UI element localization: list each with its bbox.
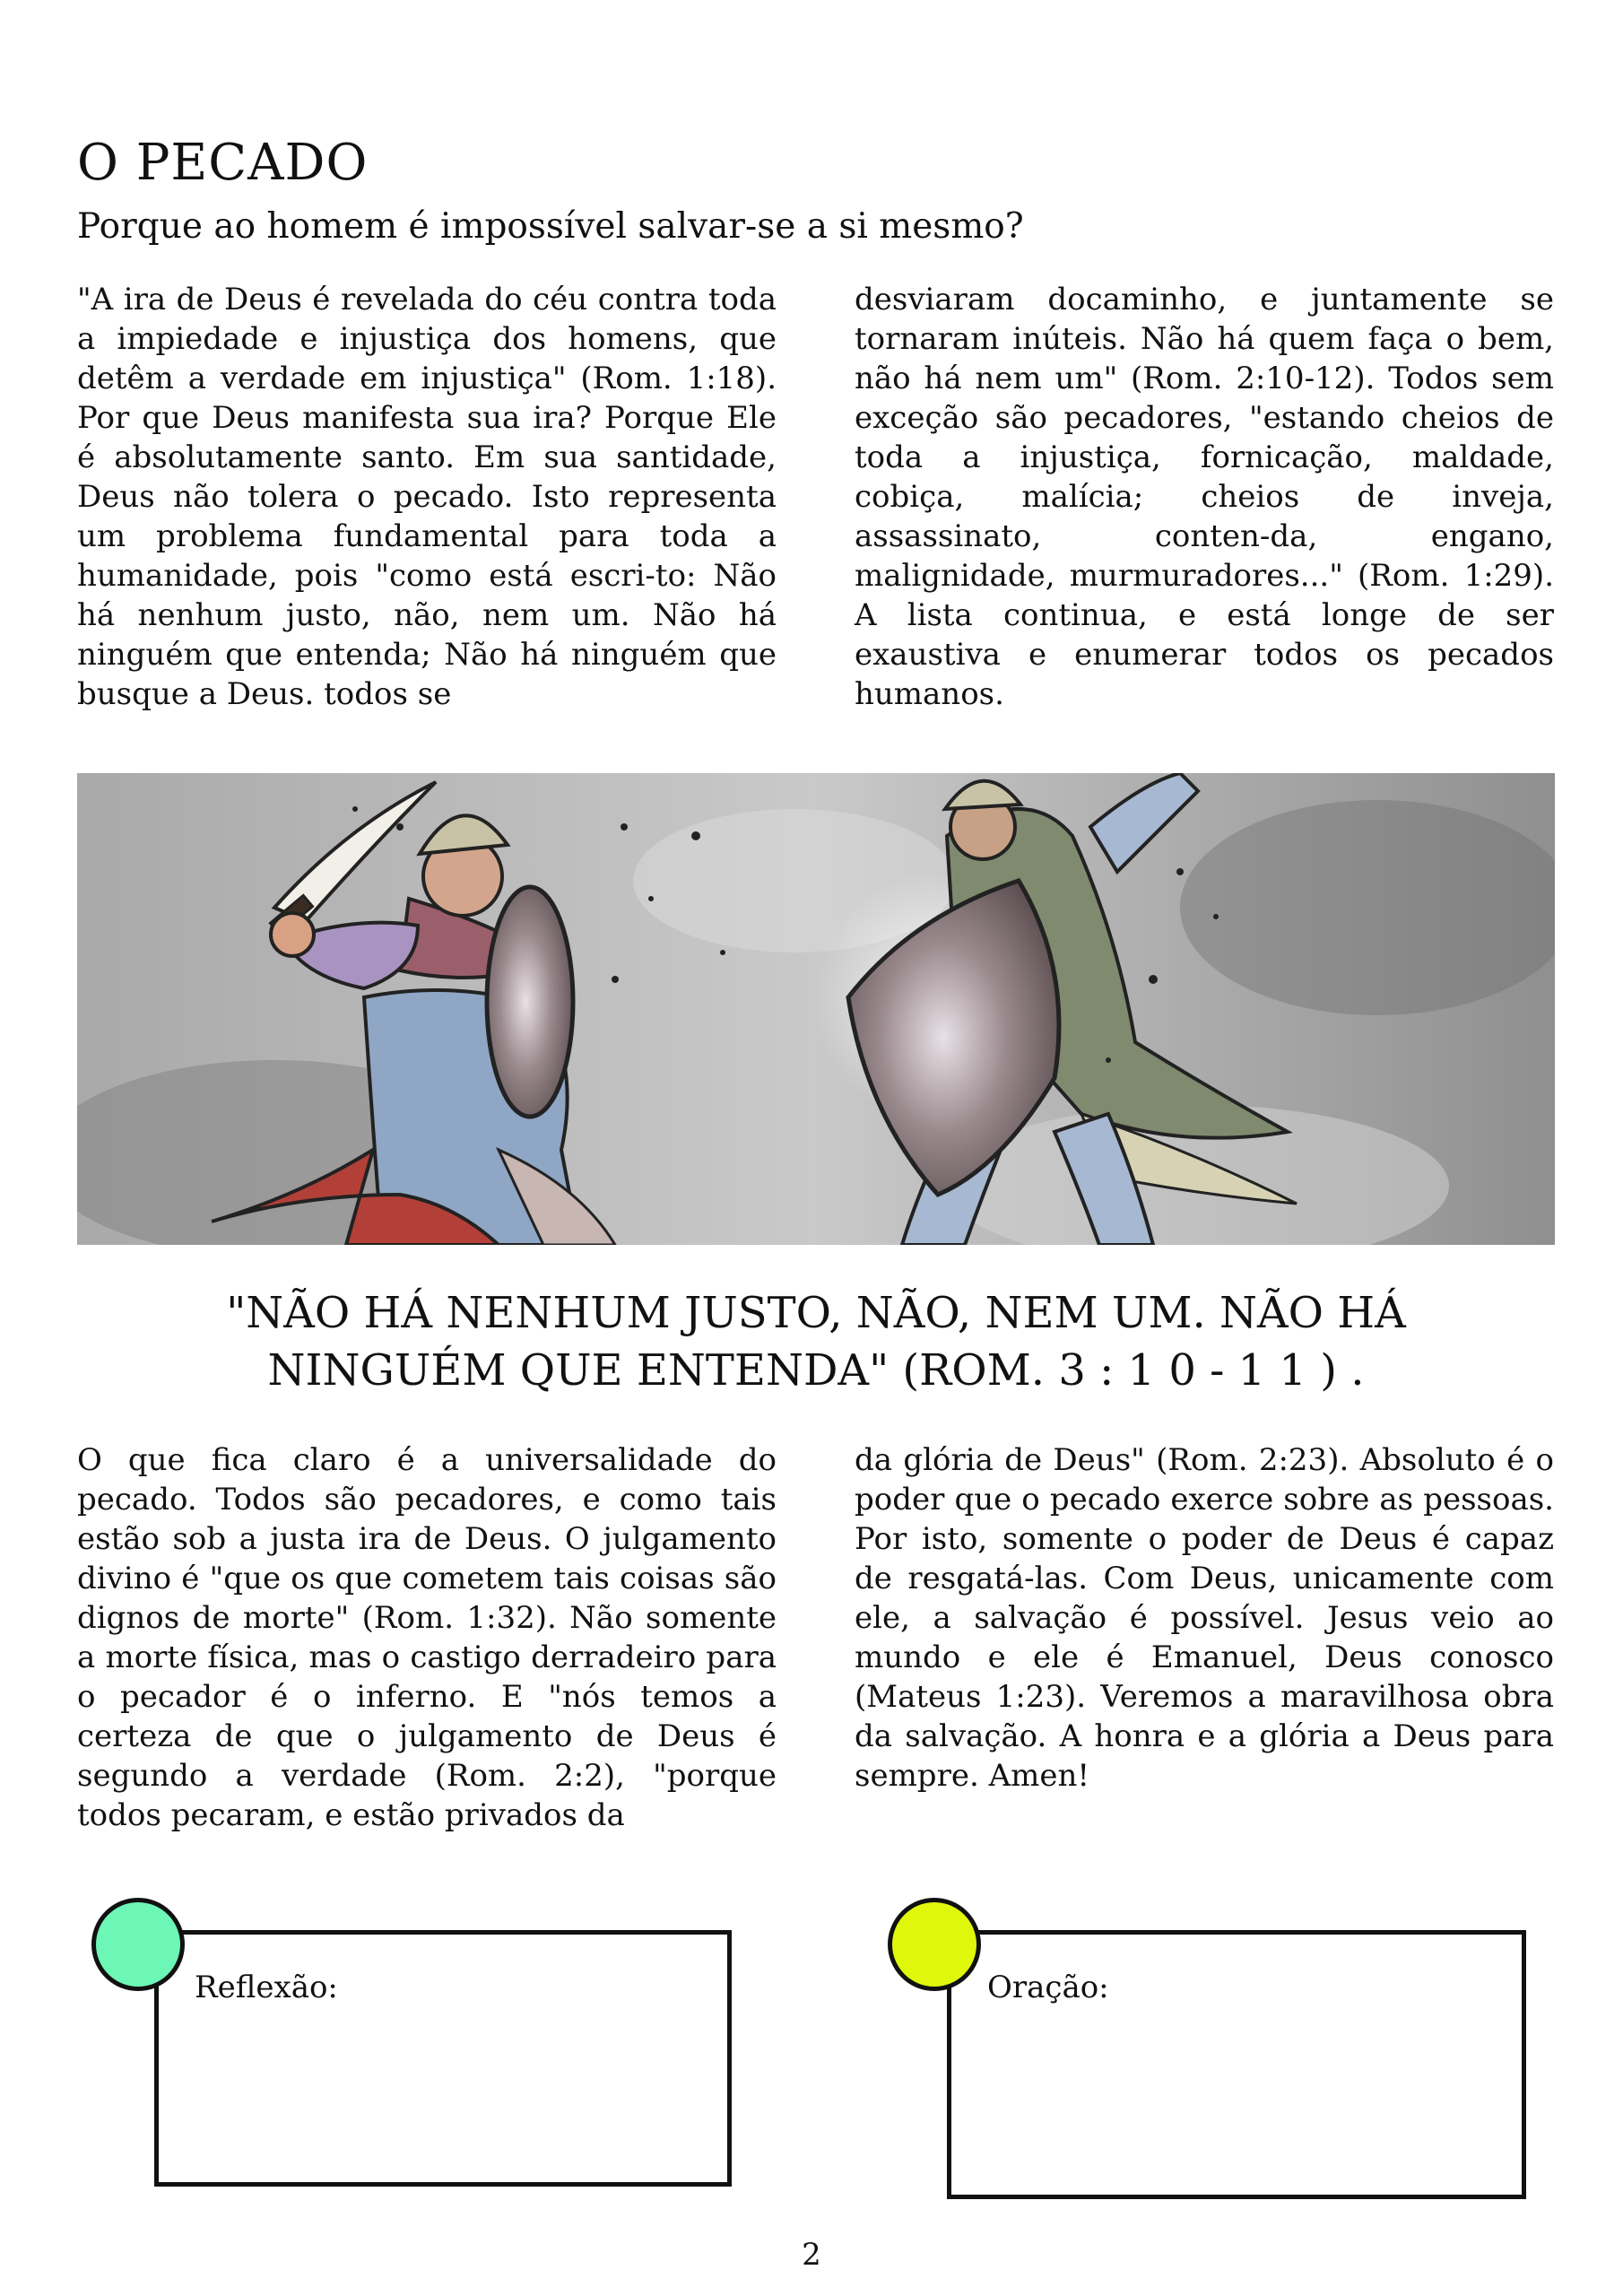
battle-illustration <box>77 773 1555 1245</box>
intro-paragraph-right: desviaram docaminho, e juntamente se tornaram inúteis. Não há quem faça o bem, não há nem um" (Rom. 2:10-12). Todos sem exceção são pecadores, "estando cheios de toda a injustiça, fornicação, maldade, cobiça, malícia; cheios de inveja, assassinato, conten-da, engano, malignidade, murmuradores..." (Rom. 1:29). A lista continua, e está longe de ser exaustiva e enumerar todos os pecados humanos. <box>855 282 1554 712</box>
prayer-dot-icon <box>888 1898 981 1991</box>
quote-line-1: "NÃO HÁ NENHUM JUSTO, NÃO, NEM UM. NÃO HÁ <box>226 1288 1406 1338</box>
conclusion-paragraph-right: da glória de Deus" (Rom. 2:23). Absoluto é o poder que o pecado exerce sobre as pessoas. Por isto, somente o poder de Deus é capaz de resgatá-las. Com Deus, unicamente com ele, a salvação é possível. Jesus veio ao mundo e ele é Emanuel, Deus conosco (Mateus 1:23). Veremos a maravilhosa obra da salvação. A honra e a glória a Deus para sempre. Amen! <box>855 1442 1554 1794</box>
prayer-box[interactable] <box>947 1930 1526 2199</box>
page-subtitle: Porque ao homem é impossível salvar-se a si mesmo? <box>77 206 1024 247</box>
prayer-label: Oração: <box>987 1970 1109 2005</box>
reflection-box[interactable] <box>154 1930 732 2187</box>
reflection-label: Reflexão: <box>195 1970 338 2005</box>
intro-paragraph-left: "A ira de Deus é revelada do céu contra toda a impiedade e injustiça dos homens, que detêm a verdade em injustiça" (Rom. 1:18). Por que Deus manifesta sua ira? Porque Ele é absolutamente santo. Em sua santidade, Deus não tolera o pecado. Isto representa um problema fundamental para toda a humanidade, pois "como está escri-to: Não há nenhum justo, não, nem um. Não há ninguém que entenda; Não há ninguém que busque a Deus. todos se <box>77 282 777 712</box>
page-title: O PECADO <box>77 134 369 192</box>
quote-line-2: NINGUÉM QUE ENTENDA" (ROM. 3 : 1 0 - 1 1 ) . <box>267 1345 1365 1396</box>
reflection-dot-icon <box>91 1898 185 1991</box>
highlight-quote <box>77 1284 1555 1399</box>
page-number: 2 <box>802 2237 821 2273</box>
conclusion-paragraph-left: O que fica claro é a universalidade do pecado. Todos são pecadores, e como tais estão sob a justa ira de Deus. O julgamento divino é "que os que cometem tais coisas são dignos de morte" (Rom. 1:32). Não somente a morte física, mas o castigo derradeiro para o pecador é o inferno. E "nós temos a certeza de que o julgamento de Deus é segundo a verdade (Rom. 2:2), "porque todos pecaram, e estão privados da <box>77 1442 777 1833</box>
